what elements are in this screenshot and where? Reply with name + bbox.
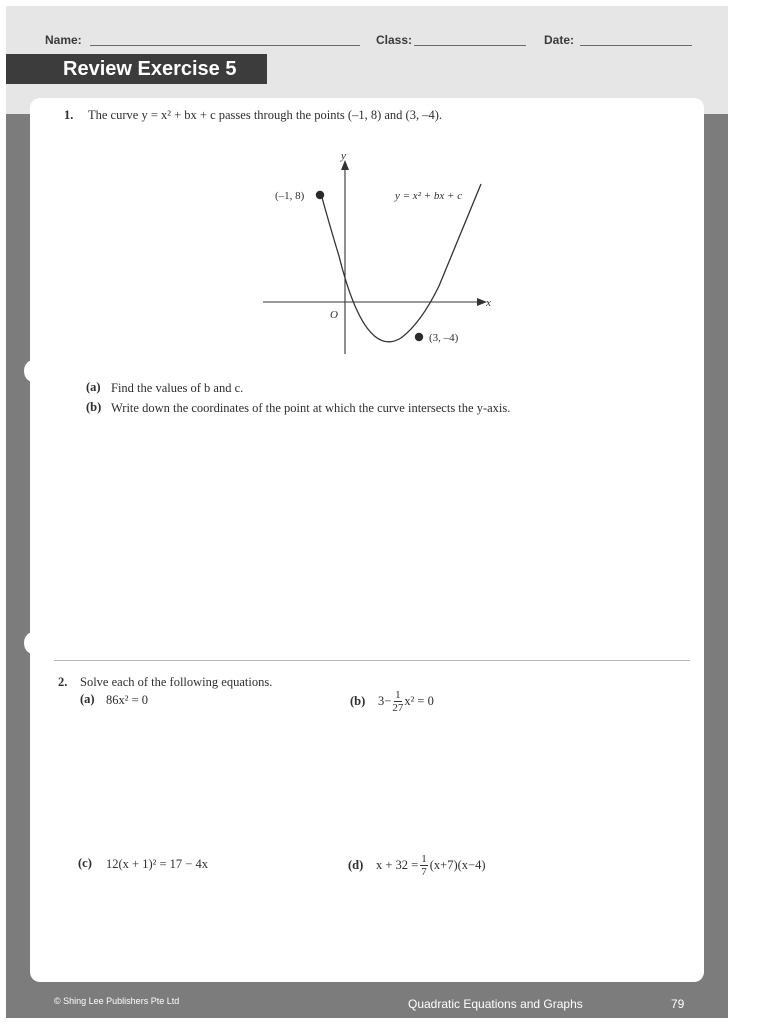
question-2d-lead: x + 32 = — [376, 857, 419, 872]
page-title: Review Exercise 5 — [6, 54, 267, 84]
origin-label: O — [330, 309, 338, 321]
question-1b-label: (b) — [86, 400, 102, 414]
name-label: Name: — [45, 33, 82, 47]
question-2d-fraction — [420, 853, 428, 878]
question-2b-fraction — [392, 689, 403, 714]
binder-hole-lower — [24, 632, 42, 654]
name-line — [90, 45, 360, 46]
question-2a-label: (a) — [80, 692, 95, 706]
point-a-marker — [316, 191, 324, 199]
question-2a-text: 86x² = 0 — [106, 693, 149, 707]
point-b-label: (3, –4) — [429, 332, 459, 344]
question-2b-lead: 3− — [378, 693, 392, 708]
question-2d-frac-den: 7 — [421, 865, 427, 878]
question-1a-label: (a) — [86, 380, 101, 394]
point-b-marker — [415, 333, 423, 341]
curve-label: y = x² + bx + c — [395, 190, 463, 202]
question-2b-frac-num: 1 — [395, 688, 401, 701]
y-axis-label: y — [341, 150, 346, 162]
date-label: Date: — [544, 33, 575, 47]
question-2b-frac-den: 27 — [392, 701, 404, 714]
question-1-stem: The curve y = x² + bx + c passes through the points (–1, 8) and (3, –4). — [88, 108, 442, 122]
question-2c-text: 12(x + 1)² = 17 − 4x — [106, 857, 208, 871]
footer-chapter: Quadratic Equations and Graphs — [408, 997, 583, 1011]
point-a-label: (–1, 8) — [275, 190, 305, 202]
question-2b-tail: x² = 0 — [404, 693, 434, 708]
question-2d-frac-num: 1 — [421, 852, 427, 865]
footer-copyright: © Shing Lee Publishers Pte Ltd — [54, 996, 180, 1006]
binder-hole-upper — [24, 360, 42, 382]
question-1-number: 1. — [64, 108, 74, 122]
question-2d-tail: (x+7)(x−4) — [429, 857, 486, 872]
question-1b-text: Write down the coordinates of the point at which the curve intersects the y-axis. — [111, 401, 511, 415]
x-axis-label: x — [486, 297, 491, 309]
question-2c-label: (c) — [78, 856, 92, 870]
question-1a-text: Find the values of b and c. — [111, 381, 244, 395]
question-2d-equation — [376, 848, 485, 882]
question-divider — [54, 660, 690, 661]
question-2-stem: Solve each of the following equations. — [80, 675, 273, 689]
question-2b-label: (b) — [350, 694, 366, 708]
class-line — [414, 45, 526, 46]
class-label: Class: — [376, 33, 413, 47]
date-line — [580, 45, 692, 46]
question-2-number: 2. — [58, 675, 68, 689]
footer-page-number: 79 — [671, 997, 685, 1011]
question-2d-label: (d) — [348, 858, 364, 872]
parabola-graph — [255, 142, 505, 364]
question-2b-equation — [378, 684, 434, 718]
